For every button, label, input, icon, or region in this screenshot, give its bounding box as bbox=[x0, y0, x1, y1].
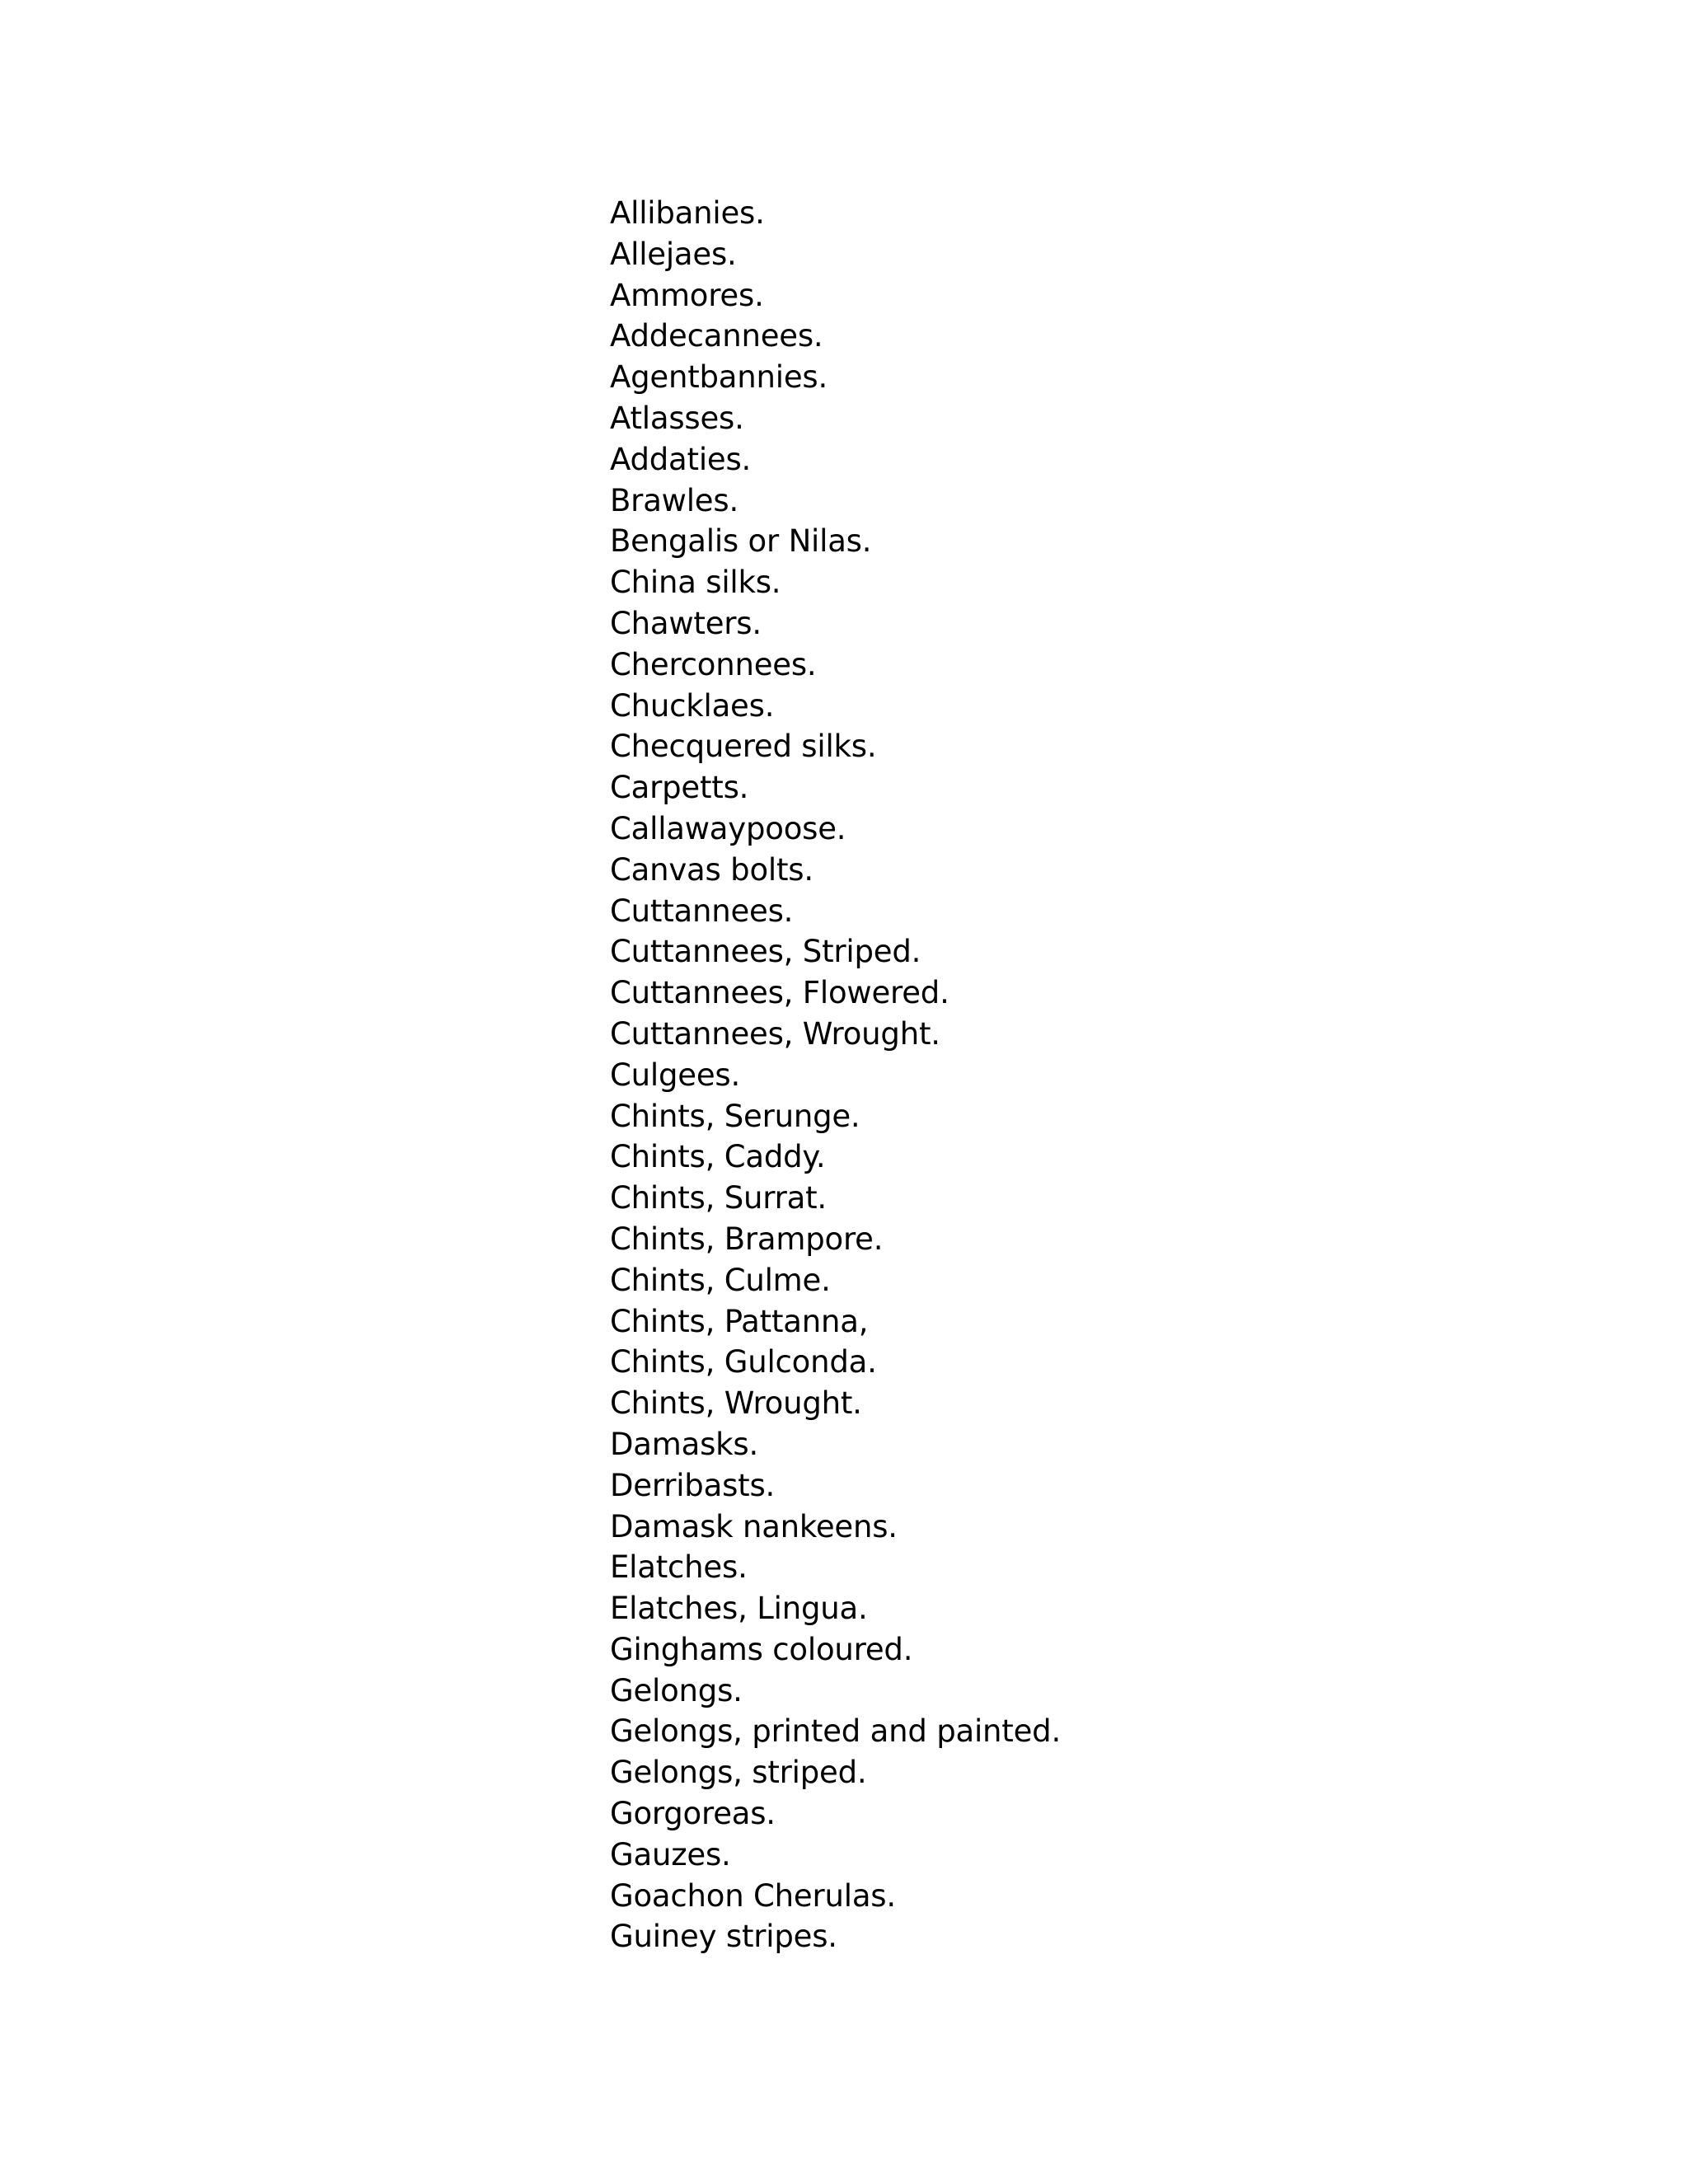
list-item: Elatches. bbox=[610, 1549, 748, 1586]
list-item: Chints, Caddy. bbox=[610, 1139, 826, 1175]
list-item: Gelongs, striped. bbox=[610, 1755, 867, 1791]
list-item: Ginghams coloured. bbox=[610, 1631, 913, 1667]
list-item: Damask nankeens. bbox=[610, 1508, 898, 1544]
list-item: Cuttannees, Flowered. bbox=[610, 975, 950, 1011]
list-item: Chints, Culme. bbox=[610, 1262, 831, 1298]
list-item: Damasks. bbox=[610, 1426, 759, 1462]
list-item: Derribasts. bbox=[610, 1467, 776, 1503]
list-item: Elatches, Lingua. bbox=[610, 1591, 868, 1627]
list-item: Callawaypoose. bbox=[610, 810, 846, 846]
list-item: Chawters. bbox=[610, 605, 762, 641]
list-item: Carpetts. bbox=[610, 770, 749, 806]
list-item: China silks. bbox=[610, 565, 781, 601]
goods-list bbox=[610, 193, 1061, 1957]
list-item: Chints, Serunge. bbox=[610, 1098, 860, 1134]
list-item: Canvas bolts. bbox=[610, 851, 814, 888]
list-item: Allejaes. bbox=[610, 236, 737, 272]
list-item: Goachon Cherulas. bbox=[610, 1877, 896, 1914]
list-item: Gelongs. bbox=[610, 1672, 743, 1708]
list-item: Chints, Surrat. bbox=[610, 1180, 827, 1216]
list-item: Gauzes. bbox=[610, 1836, 731, 1872]
list-item: Culgees. bbox=[610, 1057, 741, 1093]
list-item: Chints, Pattanna, bbox=[610, 1303, 869, 1339]
list-item: Cuttannees. bbox=[610, 893, 794, 929]
list-item: Guiney stripes. bbox=[610, 1919, 837, 1955]
list-item: Gelongs, printed and painted. bbox=[610, 1713, 1062, 1750]
list-item: Agentbannies. bbox=[610, 359, 828, 396]
list-item: Chucklaes. bbox=[610, 687, 775, 724]
list-item: Addecannees. bbox=[610, 318, 823, 354]
list-item: Ammores. bbox=[610, 277, 764, 313]
list-item: Gorgoreas. bbox=[610, 1796, 776, 1832]
list-item: Bengalis or Nilas. bbox=[610, 523, 872, 560]
list-item: Cuttannees, Striped. bbox=[610, 934, 921, 970]
list-item: Chints, Brampore. bbox=[610, 1221, 884, 1257]
list-item: Chints, Wrought. bbox=[610, 1385, 862, 1422]
list-item: Atlasses. bbox=[610, 400, 744, 436]
list-item: Cuttannees, Wrought. bbox=[610, 1015, 940, 1052]
list-item: Allibanies. bbox=[610, 195, 765, 231]
list-item: Checquered silks. bbox=[610, 729, 877, 765]
list-item: Chints, Gulconda. bbox=[610, 1344, 877, 1380]
list-item: Brawles. bbox=[610, 482, 739, 518]
list-item: Addaties. bbox=[610, 441, 752, 477]
list-item: Cherconnees. bbox=[610, 646, 817, 682]
